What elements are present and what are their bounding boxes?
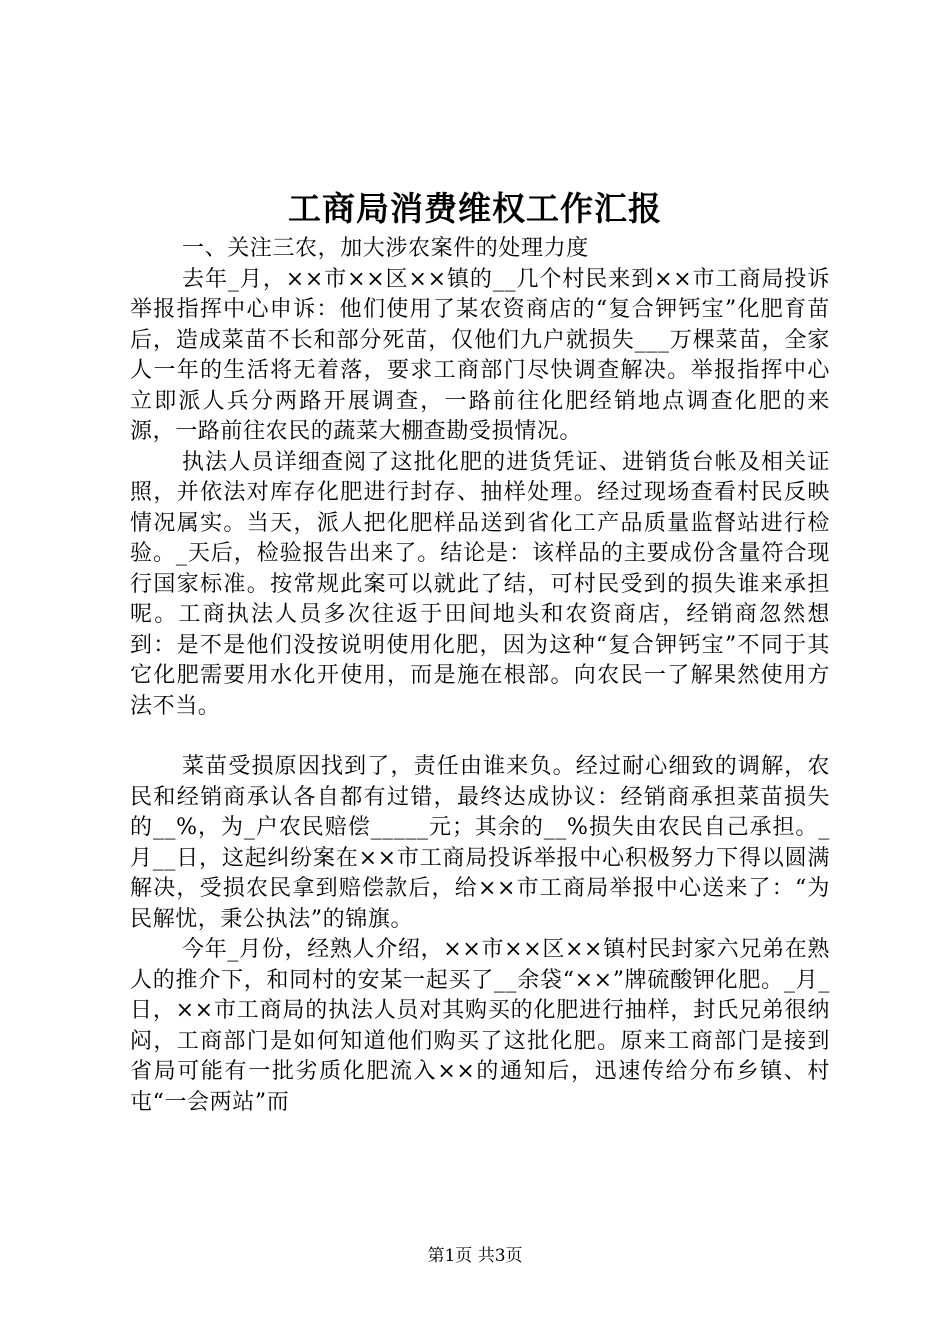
document-body — [130, 234, 830, 1118]
document-title: 工商局消费维权工作汇报 — [288, 189, 662, 228]
page-number-footer: 第1页 共3页 — [427, 1246, 523, 1266]
body-paragraph: 去年_月，××市××区××镇的__几个村民来到××市工商局投诉举报指挥中心申诉：他们使用了某农资商店的“复合钾钙宝”化肥育苗后，造成菜苗不长和部分死苗，仅他们九户就损失___万棵菜苗，全家人一年的生活将无着落，要求工商部门尽快调查解决。举报指挥中心立即派人兵分两路开展调查，一路前往化肥经销地点调查化肥的来源，一路前往农民的蔬菜大棚查勘受损情况。 — [130, 266, 830, 444]
body-paragraph: 菜苗受损原因找到了，责任由谁来负。经过耐心细致的调解，农民和经销商承认各自都有过错，最终达成协议：经销商承担菜苗损失的__%，为_户农民赔偿_____元；其余的__%损失由农民自己承担。_月__日，这起纠纷案在××市工商局投诉举报中心积极努力下得以圆满解决，受损农民拿到赔偿款后，给××市工商局举报中心送来了：“为民解忧，秉公执法”的锦旗。 — [130, 754, 830, 932]
section-heading: 一、关注三农，加大涉农案件的处理力度 — [182, 236, 589, 261]
body-paragraph: 执法人员详细查阅了这批化肥的进货凭证、进销货台帐及相关证照，并依法对库存化肥进行封存、抽样处理。经过现场查看村民反映情况属实。当天，派人把化肥样品送到省化工产品质量监督站进行检验。_天后，检验报告出来了。结论是：该样品的主要成份含量符合现行国家标准。按常规此案可以就此了结，可村民受到的损失谁来承担呢。工商执法人员多次往返于田间地头和农资商店，经销商忽然想到：是不是他们没按说明使用化肥，因为这种“复合钾钙宝”不同于其它化肥需要用水化开使用，而是施在根部。向农民一了解果然使用方法不当。 — [130, 449, 830, 719]
body-paragraph: 今年_月份，经熟人介绍，××市××区××镇村民封家六兄弟在熟人的推介下，和同村的安某一起买了__余袋“××”牌硫酸钾化肥。_月_日，××市工商局的执法人员对其购买的化肥进行抽样，封氏兄弟很纳闷，工商部门是如何知道他们购买了这批化肥。原来工商部门是接到省局可能有一批劣质化肥流入××的通知后，迅速传给分布乡镇、村屯“一会两站”而 — [130, 937, 830, 1115]
